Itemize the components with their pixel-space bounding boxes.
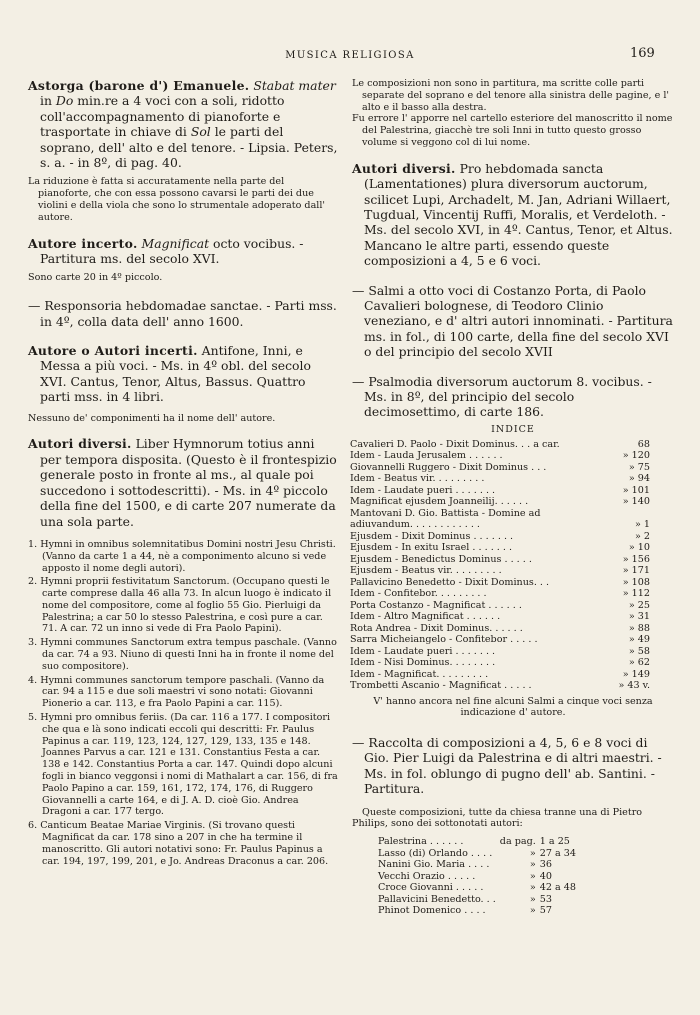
composer-name: Pallavicini Benedetto. . . bbox=[378, 893, 496, 905]
table-row bbox=[376, 848, 578, 860]
table-row bbox=[350, 450, 650, 462]
entry-text: min.re a 4 voci con a soli, ridotto coll'accompagnamento di pianoforte e trasportate in chiave di bbox=[40, 93, 285, 140]
composer-name: Phinot Domenico . . . . bbox=[378, 905, 486, 917]
index-entry: Giovannelli Ruggero - Dixit Dominus . . . bbox=[350, 461, 547, 473]
index-entry: Cavalieri D. Paolo - Dixit Dominus. . . a car. bbox=[350, 438, 560, 450]
entry-autori-incerti bbox=[28, 343, 338, 405]
entry-autori-diversi bbox=[28, 436, 338, 528]
index-page: » 2 bbox=[634, 530, 650, 542]
entry-text: Liber Hymnorum totius anni per tempora disposita. (Questo è il frontespizio generale posto in fronte al ms., al quale poi succedono i sottodescritti). - Ms. in 4º piccolo della fine del 1500, e di carte 207 numerate da una sola parte. bbox=[40, 436, 337, 529]
right-column bbox=[352, 78, 674, 917]
list-item: 5. Hymni pro omnibus feriis. (Da car. 116 a 177. I compositori che qua e là sono indicati eccoli qui descritti: Fr. Paulus Papinus a car. 119, 123, 124, 127, 129, 133, 135 e 148. Joannes Parvus a car. 121 e 131. Constantius Festa a car. 138 e 142. Constantius Porta a car. 147. Quindi dopo alcuni fogli in bianco veggonsi i nomi di Mathalart a car. 156, di fra Paolo Papino a car. 159, 161, 172, 174, 176, di Ruggero Giovannelli a carte 164, e di J. A. D. cioè Gio. Andrea Dragoni a car. 177 tergo. bbox=[28, 712, 338, 818]
table-row bbox=[350, 542, 650, 554]
note: Nessuno de' componimenti ha il nome dell' autore. bbox=[28, 412, 276, 424]
index-entry: Ejusdem - Beatus vir. . . . . . . . . bbox=[350, 565, 502, 577]
key-name: Do bbox=[55, 93, 74, 109]
left-column bbox=[28, 78, 338, 869]
note: Sono carte 20 in 4º piccolo. bbox=[28, 272, 163, 284]
entry-autori-diversi-lamentationes bbox=[352, 161, 674, 269]
index-entry: Idem - Laudate pueri . . . . . . . bbox=[350, 484, 496, 496]
note: Le composizioni non sono in partitura, ma scritte colle parti separate del soprano e del tenore alla sinistra delle pagine, e l' alto e il basso alla destra. bbox=[352, 78, 670, 113]
index-entry: Sarra Micheiangelo - Confitebor . . . . . bbox=[350, 634, 538, 646]
page-range: 36 bbox=[539, 859, 552, 871]
note: La riduzione è fatta si accuratamente nella parte del pianoforte, che con essa possono cavarsi le parti dei due violini e della viola che sono lo strumentale adoperato dall' autore. bbox=[28, 176, 326, 223]
entry-heading: Autori diversi. bbox=[28, 436, 132, 452]
index-page: » 25 bbox=[628, 599, 650, 611]
index-entry: Ejusdem - Dixit Dominus . . . . . . . bbox=[350, 530, 514, 542]
composer-name: Nanini Gio. Maria . . . . bbox=[378, 859, 490, 871]
index-page bbox=[600, 508, 650, 520]
index-page: » 149 bbox=[622, 668, 650, 680]
index-entry: Idem - Laudate pueri . . . . . . . bbox=[350, 645, 496, 657]
work-title: Magnificat bbox=[141, 235, 210, 251]
entry-responsoria: — Responsoria hebdomadae sanctae. - Parti mss. in 4º, colla data dell' anno 1600. bbox=[28, 298, 337, 329]
table-row bbox=[350, 623, 650, 635]
entry-raccolta: — Raccolta di composizioni a 4, 5, 6 e 8 voci di Gio. Pier Luigi da Palestrina e di altri maestri. - Ms. in fol. oblungo di pugno dell' ab. Santini. - Partitura. bbox=[352, 735, 662, 797]
index-page: » 101 bbox=[622, 484, 650, 496]
table-row bbox=[350, 519, 650, 531]
index-entry: Pallavicino Benedetto - Dixit Dominus. . . bbox=[350, 576, 550, 588]
index-page: » 94 bbox=[628, 473, 650, 485]
table-row bbox=[376, 859, 578, 871]
list-item: 4. Hymni communes sanctorum tempore paschali. (Vanno da car. 94 a 115 e due soli maestri vi sono notati: Giovanni Pionerio a car. 113, e fra Paolo Papini a car. 115). bbox=[28, 674, 325, 710]
index-page: » 58 bbox=[628, 645, 650, 657]
index-entry: Idem - Magnificat. . . . . . . . . bbox=[350, 668, 489, 680]
table-row bbox=[376, 882, 578, 894]
entry-heading: Autore incerto. bbox=[28, 235, 138, 251]
page-prefix: » bbox=[529, 870, 536, 882]
index-entry: Rota Andrea - Dixit Dominus. . . . . . bbox=[350, 622, 523, 634]
index-page: » 43 v. bbox=[618, 680, 650, 692]
page-prefix: » bbox=[529, 847, 536, 859]
work-title: Stabat mater bbox=[253, 78, 336, 93]
index-entry: Idem - Altro Magnificat . . . . . . bbox=[350, 611, 501, 623]
list-item: 1. Hymni in omnibus solemnitatibus Domini nostri Jesu Christi. (Vanno da carte 1 a 44, nè a componimento alcuno si vede apposto il nome degli autori). bbox=[28, 538, 336, 574]
entry-text: in bbox=[40, 93, 56, 109]
table-row bbox=[350, 646, 650, 658]
table-row bbox=[350, 439, 650, 451]
page-range: 27 a 34 bbox=[539, 847, 576, 859]
index-page: » 171 bbox=[622, 565, 650, 577]
composer-name: Vecchi Orazio . . . . . bbox=[378, 870, 476, 882]
index-page: » 140 bbox=[622, 496, 650, 508]
page-range: 40 bbox=[539, 870, 552, 882]
index-entry: Idem - Confitebor. . . . . . . . . bbox=[350, 588, 487, 600]
index-page: » 10 bbox=[628, 542, 650, 554]
table-row bbox=[376, 894, 578, 906]
entry-text: le parti del soprano, dell' alto e del tenore. - Lipsia. Peters, s. a. - in 8º, di pag. 40. bbox=[40, 124, 338, 171]
index-entry: Trombetti Ascanio - Magnificat . . . . . bbox=[350, 680, 532, 692]
table-row bbox=[350, 669, 650, 681]
entry-psalmodia: — Psalmodia diversorum auctorum 8. vocibus. - Ms. in 8º, del principio del secolo decimosettimo, di carte 186. bbox=[352, 373, 652, 420]
entry-heading: Astorga (barone d') Emanuele. bbox=[28, 78, 250, 93]
index-entry: Ejusdem - Benedictus Dominus . . . . . bbox=[350, 553, 532, 565]
table-row bbox=[350, 496, 650, 508]
index-entry: Idem - Nisi Dominus. . . . . . . . bbox=[350, 657, 496, 669]
composer-name: Palestrina . . . . . . bbox=[378, 836, 464, 848]
entry-text: octo vocibus. - Partitura ms. del secolo XVI. bbox=[40, 235, 304, 267]
table-row bbox=[350, 508, 650, 520]
table-row bbox=[350, 554, 650, 566]
table-row bbox=[350, 634, 650, 646]
index-page: » 108 bbox=[622, 576, 650, 588]
table-row bbox=[350, 680, 650, 692]
entry-salmi: — Salmi a otto voci di Costanzo Porta, di Paolo Cavalieri bolognese, di Teodoro Clinio veneziano, e d' altri autori innominati. - Partitura ms. in fol., di 100 carte, della fine del secolo XVI o del principio del secolo XVII bbox=[352, 282, 673, 360]
list-item: 2. Hymni proprii festivitatum Sanctorum. (Occupano questi le carte comprese dalla 46 alla 73. In alcun luogo è indicato il nome del compositore, come al foglio 55 Gio. Pierluigi da Palestrina; a car 50 lo stesso Palestrina, e così pure a car. 71. A car. 72 un inno si vede di Fra Paolo Papini). bbox=[28, 576, 332, 635]
table-row bbox=[350, 657, 650, 669]
page-prefix: » bbox=[529, 882, 536, 894]
page-range: 1 a 25 bbox=[539, 836, 570, 848]
index-table bbox=[350, 439, 650, 692]
page-range: 57 bbox=[539, 905, 552, 917]
entry-astorga bbox=[28, 78, 338, 170]
list-item: 6. Canticum Beatae Mariae Virginis. (Si trovano questi Magnificat da car. 178 sino a 207 in che ha termine il manoscritto. Gli autori notativi sono: Fr. Paulus Papinus a car. 194, 197, 199, 201, e Jo. Andreas Draconus a car. 206. bbox=[28, 820, 329, 867]
table-row bbox=[350, 462, 650, 474]
index-page: » 49 bbox=[628, 634, 650, 646]
index-page: » 120 bbox=[622, 450, 650, 462]
composer-table bbox=[376, 836, 578, 917]
table-row bbox=[350, 600, 650, 612]
composer-name: Croce Giovanni . . . . . bbox=[378, 882, 484, 894]
index-page: » 75 bbox=[628, 461, 650, 473]
index-page: 68 bbox=[637, 438, 650, 450]
index-title: INDICE bbox=[491, 423, 535, 435]
page-range: 42 a 48 bbox=[539, 882, 576, 894]
page-range: 53 bbox=[539, 893, 552, 905]
hymn-list bbox=[28, 539, 338, 868]
clef-name: Sol bbox=[190, 124, 211, 140]
page-prefix: » bbox=[529, 905, 536, 917]
index-page: » 88 bbox=[628, 622, 650, 634]
index-entry: Idem - Beatus vir. . . . . . . . . bbox=[350, 473, 485, 485]
running-header: MUSICA RELIGIOSA bbox=[285, 50, 415, 61]
index-entry: Idem - Lauda Jerusalem . . . . . . bbox=[350, 450, 503, 462]
page-prefix: » bbox=[529, 859, 536, 871]
table-row bbox=[350, 473, 650, 485]
index-page: » 156 bbox=[622, 553, 650, 565]
entry-heading: Autori diversi. bbox=[352, 160, 456, 176]
table-row bbox=[376, 836, 578, 848]
table-row bbox=[350, 565, 650, 577]
table-row bbox=[376, 905, 578, 917]
index-page: » 62 bbox=[628, 657, 650, 669]
index-entry: Ejusdem - In exitu Israel . . . . . . . bbox=[350, 542, 513, 554]
composer-name: Lasso (di) Orlando . . . . bbox=[378, 847, 493, 859]
index-page: » 31 bbox=[628, 611, 650, 623]
index-page: » 112 bbox=[622, 588, 650, 600]
entry-heading: Autore o Autori incerti. bbox=[28, 343, 198, 359]
table-row bbox=[350, 611, 650, 623]
table-row bbox=[376, 871, 578, 883]
index-entry: Porta Costanzo - Magnificat . . . . . . bbox=[350, 599, 522, 611]
table-row bbox=[350, 588, 650, 600]
page-number: 169 bbox=[630, 46, 655, 61]
table-row bbox=[350, 485, 650, 497]
entry-text: Antifone, Inni, e Messa a più voci. - Ms. in 4º obl. del secolo XVI. Cantus, Tenor, Altus, Bassus. Quattro parti mss. in 4 libri. bbox=[40, 343, 311, 405]
entry-text: Pro hebdomada sancta (Lamentationes) plura diversorum auctorum, scilicet Lupi, Archadelt, M. Jan, Adriani Willaert, Tugdual, Vincentij Ruffi, Moralis, et Verdeloth. - Ms. del secolo XVI, in 4º. Cantus, Tenor, et Altus. Mancano le altre parti, essendo queste composizioni a 4, 5 e 6 voci. bbox=[364, 160, 673, 269]
index-page: » 1 bbox=[634, 519, 650, 531]
index-entry: Magnificat ejusdem Joanneilij. . . . . . bbox=[350, 496, 529, 508]
entry-autore-incerto bbox=[28, 236, 338, 267]
note: V' hanno ancora nel fine alcuni Salmi a cinque voci senza indicazione d' autore. bbox=[373, 695, 653, 719]
note: Fu errore l' apporre nel cartello esteriore del manoscritto il nome del Palestrina, giacchè tre soli Inni in tutto questo grosso volume si veggono col di lui nome. bbox=[352, 113, 673, 148]
table-row bbox=[350, 531, 650, 543]
table-row bbox=[350, 577, 650, 589]
page-prefix: » bbox=[529, 893, 536, 905]
index-entry: Mantovani D. Gio. Battista - Domine ad bbox=[350, 507, 541, 519]
list-item: 3. Hymni communes Sanctorum extra tempus paschale. (Vanno da car. 74 a 93. Niuno di questi Inni ha in fronte il nome del suo compositore). bbox=[28, 637, 337, 672]
page-prefix: da pag. bbox=[499, 836, 536, 848]
index-entry: adiuvandum. . . . . . . . . . . . bbox=[350, 519, 480, 531]
note: Queste composizioni, tutte da chiesa tranne una di Pietro Philips, sono dei sottonotati autori: bbox=[352, 806, 643, 830]
